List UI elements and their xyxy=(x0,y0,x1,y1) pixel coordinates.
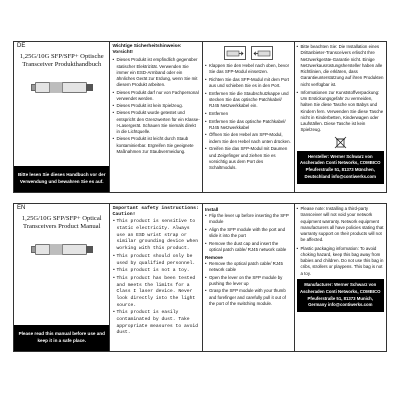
cover-panel-en xyxy=(14,204,110,351)
install-step: • Remove the dust cap and insert the optical patch cable/ RJ45 network cable xyxy=(205,241,292,254)
remove-heading: Remove xyxy=(204,254,223,260)
install-step: • Richten Sie das SFP-Modul mit dem Port aus und schieben Sie es in den Port. xyxy=(205,77,292,90)
manufacturer-address-de: Hersteller: Werner Schwarz von Ascheraden Conti Networks, COMBICO Pfeuferstraße 51, 81373 München, Deutschland info@contiwerks.com xyxy=(297,151,385,185)
cover-panel-de xyxy=(14,42,110,192)
notes-panel-de xyxy=(295,42,387,192)
remove-step: • Open the lever on the SFP module by pushing the lever up xyxy=(205,275,292,288)
install-heading: Install xyxy=(204,207,219,212)
install-step: • Entfernen xyxy=(205,111,292,117)
sfp-module-icon xyxy=(31,77,93,99)
read-manual-note-en: Please read this manual before use and keep it in a safe place. xyxy=(14,325,109,351)
remove-module-icon xyxy=(251,46,273,60)
note-item: • Please note: Installing a third-party transceiver will not void your network equipment warranty. Network equipment manufacturers all have policies stating that warranty support on their products will not be affected. xyxy=(297,206,385,244)
notes-panel-en xyxy=(295,204,387,351)
install-panel-en xyxy=(203,204,295,351)
safety-title-de: Wichtige Sicherheitshinweise: Vorsicht! xyxy=(112,44,182,56)
safety-item: • Dieses Produkt ist kein Spielzeug. xyxy=(112,103,200,109)
product-title-de: 1,25G/10G SFP/SFP+ Optische Transceiver Produkthandbuch xyxy=(19,53,104,68)
read-manual-note-de: Bitte lesen Sie dieses Handbuch vor der Verwendung und bewahren Sie es auf. xyxy=(14,166,109,192)
note-item: • Bitte beachten Sie: Die Installation eines Drittanbieter-Transceivers erlischt Ihre Netzwerkgeräte-Garantie nicht. Einige Netzwerkausrüstungshersteller haben alle Richtlinien, die erklären, dass Garantieunterstützung auf ihren Produkten nicht verfügbar ist. xyxy=(297,44,385,88)
sfp-module-icon xyxy=(31,239,93,261)
note-item: • Informationen zur Kunststoffverpackung: Um Erstickungsgefahr zu vermeiden, halten Sie diese Tasche von Babys und Kindern fern. Verwenden Sie diese Tasche nicht in Kinderbetten, Kinderwagen oder Laufställen. Diese Tasche ist kein Spielzeug. xyxy=(297,90,385,134)
safety-item: • This product should only be used by qualified personnel. xyxy=(112,254,200,267)
install-panel-de xyxy=(203,42,295,192)
product-title-en: 1,25G/10G SFP/SFP+ Optical Transceivers Product Manual xyxy=(21,215,102,230)
manual-en xyxy=(13,203,387,352)
remove-step: • Remove the optical patch cable/ RJ45 network cable xyxy=(205,261,292,274)
manufacturer-address-en: Manufacturer: Werner Schwarz von Ascheraden Conti Networks, COMBICO Pfeuferstraße 51, 81373 Munich, Germany info@contiwerks.com xyxy=(297,279,385,313)
install-step: • Align the SFP module with the port and slide it into the port xyxy=(205,227,292,240)
insert-module-icon xyxy=(224,46,246,60)
crossed-bin-icon xyxy=(297,136,385,149)
safety-panel-en xyxy=(110,204,203,351)
install-step: • Entfernen Sie das optische Patchkabel/ RJ45 Netzwerkkabel xyxy=(205,119,292,132)
safety-item: • This product is easily contaminated by dust. Take appropriate measures to avoid dust. xyxy=(112,310,200,337)
install-step: • Öffnen Sie den Hebel am SFP-Modul, indem Sie den Hebel nach unten drücken. xyxy=(205,132,292,145)
safety-item: • Dieses Produkt ist empfindlich gegenüber statischer Elektrizität. Verwenden Sie immer ein ESD-Armband oder ein ähnliches Gerät zur Erdung, wenn Sie mit diesem Produkt arbeiten. xyxy=(112,57,200,88)
safety-item: • Dieses Produkt ist leicht durch Staub kontaminierbar. Ergreifen Sie geeignete Maßnahmen zur Staubvermeidung. xyxy=(112,136,200,155)
safety-item: • This product has been tested and meets the limits for a Class I laser device. Never look directly into the light source. xyxy=(112,276,200,309)
safety-item: • This product is not a toy. xyxy=(112,268,200,275)
install-step: • Flip the lever up before inserting the SFP module xyxy=(205,213,292,226)
install-step: • Klappen Sie den Hebel nach oben, bevor Sie das SFP-Modul einsetzen. xyxy=(205,63,292,76)
language-label-de: DE xyxy=(17,43,26,49)
language-label-en: EN xyxy=(17,205,26,211)
manual-de xyxy=(13,41,387,193)
safety-panel-de xyxy=(110,42,203,192)
safety-item: • Dieses Produkt darf nur von Fachpersonal verwendet werden. xyxy=(112,90,200,103)
safety-item: • This product is sensitive to static electricity. Always use an ESD wrist strap or similar grounding device when working with this product. xyxy=(112,219,200,252)
note-item: • Plastic packaging information: To avoid choking hazard, keep this bag away from babies and children. Do not use this bag in cribs, strollers or playpens. This bag is not a toy. xyxy=(297,246,385,277)
safety-title-en: Important safety instructions: Caution! xyxy=(112,206,199,218)
install-step: • Entfernen Sie die Staubschutzkappe und stecken Sie das optische Patchkabel/ RJ45 Netzwerkkabel ein. xyxy=(205,91,292,110)
remove-step: • Grasp the SFP module with your thumb and forefinger and carefully pull it out of the port of the switching module. xyxy=(205,288,292,307)
safety-item: • Dieses Produkt wurde getestet und entspricht den Grenzwerten für ein Klasse-I-Lasergerät. Schauen Sie niemals direkt in die Lichtquelle. xyxy=(112,110,200,135)
install-step: • Greifen Sie das SFP-Modul mit Daumen und Zeigefinger und ziehen Sie es vorsichtig aus dem Port des Schaltmoduls. xyxy=(205,146,292,171)
